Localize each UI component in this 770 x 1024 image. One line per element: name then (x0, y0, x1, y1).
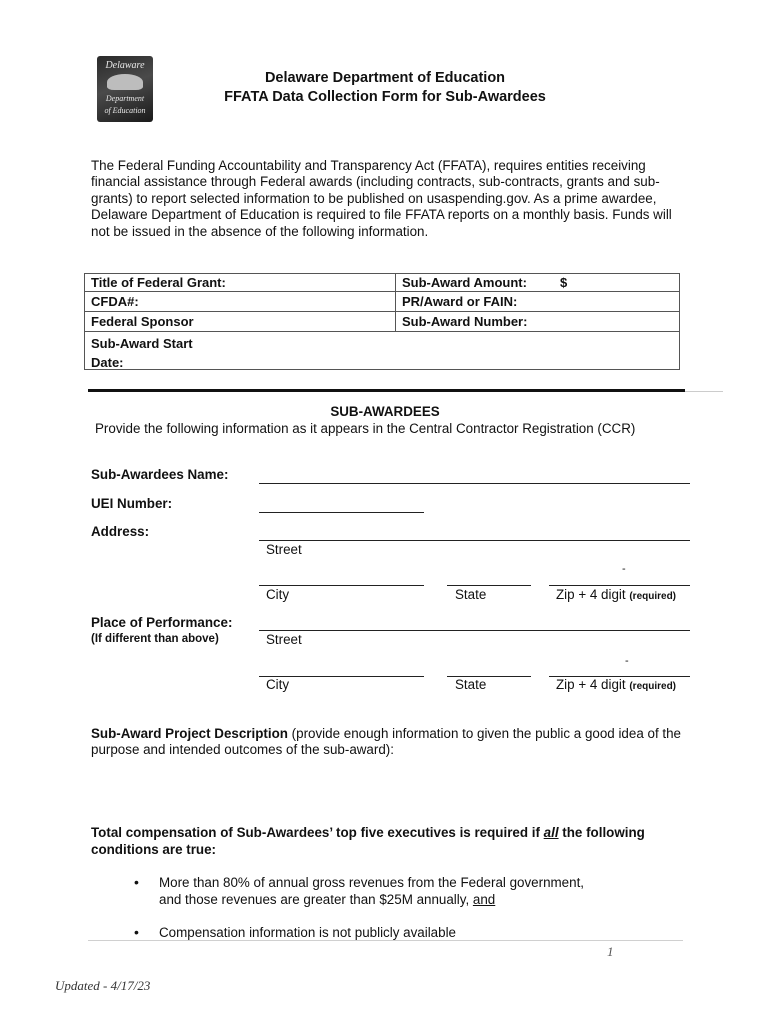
pr-award-label: PR/Award or FAIN: (402, 294, 518, 309)
address-street-field[interactable] (259, 540, 690, 541)
compensation-heading: Total compensation of Sub-Awardees’ top five executives is required if all the following conditions are true: (91, 825, 645, 857)
sub-awardees-name-field[interactable] (259, 483, 690, 484)
address-city-field[interactable] (259, 585, 424, 586)
sub-awardees-heading: SUB-AWARDEES (330, 404, 440, 419)
compensation-emphasis: all (543, 825, 559, 840)
intro-paragraph: The Federal Funding Accountability and Transparency Act (FFATA), requires entities receiving financial assistance through Federal awards (including contracts, sub-contracts, grants and sub-grants) to report selected information to be published on usaspending.gov. As a prime awardee, Delaware Department of Education is required to file FFATA reports on a monthly basis. Funds will not be issued in the absence of the following information. (91, 158, 672, 239)
form-title-line2: FFATA Data Collection Form for Sub-Awardees (224, 89, 546, 105)
place-zip-dash: - (625, 655, 629, 667)
address-zip-field[interactable] (549, 585, 690, 586)
form-title-line1: Delaware Department of Education (264, 70, 506, 86)
uei-number-field[interactable] (259, 512, 424, 513)
place-state-caption: State (455, 677, 487, 692)
footer-rule (88, 940, 683, 941)
zip-dash: - (622, 563, 626, 575)
condition-2: Compensation information is not publicly available (159, 925, 456, 940)
table-divider (395, 274, 396, 331)
bullet-icon: • (134, 874, 139, 890)
sub-awardees-name-label: Sub-Awardees Name: (91, 467, 229, 482)
federal-sponsor-label: Federal Sponsor (91, 314, 194, 329)
place-of-performance-note: (If different than above) (91, 633, 219, 645)
logo-text-line1: Delaware (105, 60, 145, 71)
condition-1: More than 80% of annual gross revenues from the Federal government, and those revenues are greater than $25M annually, and (159, 875, 585, 907)
updated-date: Updated - 4/17/23 (55, 978, 151, 993)
place-zip-caption: Zip + 4 digit (required) (556, 677, 677, 692)
address-state-field[interactable] (447, 585, 531, 586)
title-of-grant-label: Title of Federal Grant: (91, 275, 226, 290)
grant-info-table (84, 273, 680, 370)
address-state-caption: State (455, 587, 487, 602)
project-description-label: Sub-Award Project Description (91, 726, 288, 741)
uei-number-label: UEI Number: (91, 496, 173, 511)
cfda-label: CFDA#: (91, 294, 139, 309)
place-street-caption: Street (266, 632, 302, 647)
address-street-caption: Street (266, 542, 302, 557)
place-street-field[interactable] (259, 630, 690, 631)
section-separator (88, 389, 685, 392)
required-note: (required) (629, 591, 677, 602)
address-zip-caption: Zip + 4 digit (required) (556, 587, 677, 602)
place-of-performance-label: Place of Performance: (91, 615, 233, 630)
address-label: Address: (91, 524, 150, 539)
project-description-prompt (91, 726, 691, 759)
sub-award-start-date-label: Sub-Award Start Date: (91, 336, 193, 370)
logo-text-line2: Department (105, 94, 145, 103)
bullet-icon: • (134, 924, 139, 940)
sub-award-number-label: Sub-Award Number: (402, 314, 528, 329)
logo-text-line3: of Education (104, 106, 146, 115)
project-description-text: (provide enough information to given the public a good idea of the purpose and intended outcomes of the sub-award): (91, 726, 681, 758)
place-city-caption: City (266, 677, 290, 692)
sub-award-amount-label: Sub-Award Amount: (402, 275, 527, 290)
page-number: 1 (607, 944, 614, 959)
ccr-instruction: Provide the following information as it appears in the Central Contractor Registration (CCR) (95, 421, 636, 436)
address-city-caption: City (266, 587, 290, 602)
currency-symbol: $ (560, 275, 568, 290)
